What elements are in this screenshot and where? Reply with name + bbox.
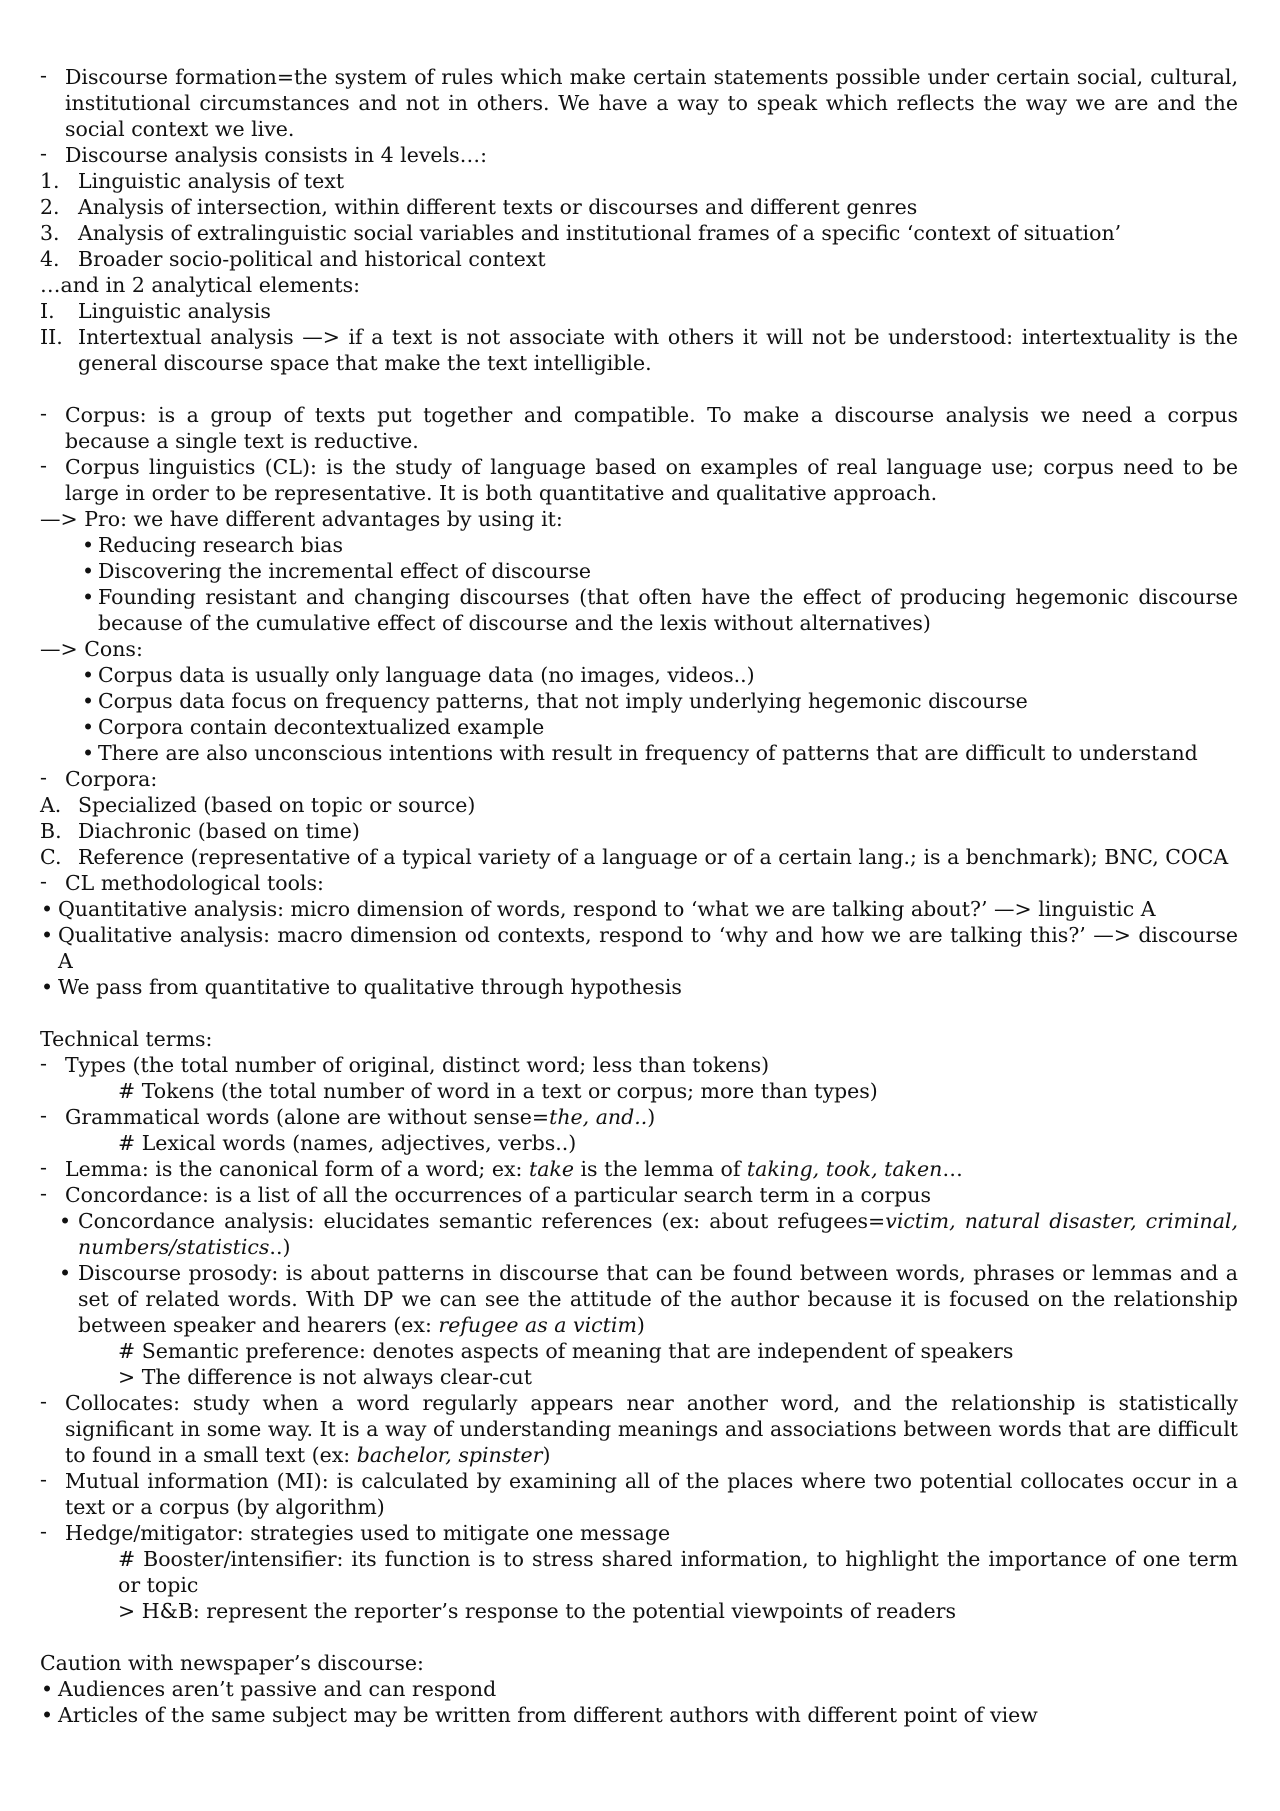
hb-item: > H&B: represent the reporter’s response to the potential viewpoints of readers (118, 1599, 956, 1623)
concordance-analysis-item: • Concordance analysis: elucidates semantic references (ex: about refugees=victim, natural disaster, criminal, numbers/statistics..) (40, 1208, 1238, 1260)
technical-heading: Technical terms: (40, 1027, 213, 1051)
difference-item: > The difference is not always clear-cut (118, 1365, 532, 1389)
list-marker: 2. (40, 195, 60, 219)
corpora-heading: - Corpora: (40, 766, 1238, 792)
element-item: II. Intertextual analysis —> if a text is not associate with others it will not be understood: intertextuality is the general discourse space that make the text intelligible. (40, 325, 1238, 375)
list-marker: 3. (40, 221, 60, 245)
corpora-item: A. Specialized (based on topic or source) (40, 793, 476, 817)
discourse-analysis-item: - Discourse analysis consists in 4 levels…: (40, 142, 1238, 168)
element-item: I. Linguistic analysis (40, 299, 271, 323)
con-item: • There are also unconscious intentions with result in frequency of patterns that are difficult to understand (40, 740, 1238, 766)
level-item: 2. Analysis of intersection, within different texts or discourses and different genres (40, 195, 918, 219)
pro-item: • Founding resistant and changing discourses (that often have the effect of producing hegemonic discourse because of the cumulative effect of discourse and the lexis without alternatives) (40, 584, 1238, 636)
mutual-information-item: - Mutual information (MI): is calculated by examining all of the places where two potential collocates occur in a text or a corpus (by algorithm) (40, 1468, 1238, 1520)
pro-item: • Discovering the incremental effect of discourse (40, 558, 1238, 584)
list-marker: C. (40, 845, 62, 869)
level-item: 4. Broader socio-political and historical context (40, 247, 546, 271)
booster-item: # Booster/intensifier: its function is to stress shared information, to highlight the importance of one term or topic (118, 1547, 1238, 1597)
grammatical-words-item: - Grammatical words (alone are without sense=the, and..) (40, 1104, 1238, 1130)
lexical-words-item: # Lexical words (names, adjectives, verbs..) (118, 1131, 577, 1155)
con-item: • Corpus data is usually only language data (no images, videos..) (40, 662, 1238, 688)
semantic-preference-item: # Semantic preference: denotes aspects of meaning that are independent of speakers (118, 1339, 1014, 1363)
spacer (40, 1624, 1238, 1650)
caution-item: • Audiences aren’t passive and can respond (40, 1676, 1238, 1702)
corpus-linguistics-definition: - Corpus linguistics (CL): is the study of language based on examples of real language use; corpus need to be large in order to be representative. It is both quantitative and qualitative approach. (40, 454, 1238, 506)
list-marker: II. (40, 325, 63, 349)
hedge-item: - Hedge/mitigator: strategies used to mitigate one message (40, 1520, 1238, 1546)
pro-heading: —> Pro: we have different advantages by using it: (40, 507, 563, 531)
collocates-item: - Collocates: study when a word regularly appears near another word, and the relationship is statistically significant in some way. It is a way of understanding meanings and associations between words that are difficult to found in a small text (ex: bachelor, spinster) (40, 1390, 1238, 1468)
caution-item: • Articles of the same subject may be written from different authors with different point of view (40, 1702, 1238, 1728)
list-marker: 4. (40, 247, 60, 271)
list-marker: B. (40, 819, 62, 843)
list-marker: I. (40, 299, 55, 323)
lemma-item: - Lemma: is the canonical form of a word; ex: take is the lemma of taking, took, taken… (40, 1156, 1238, 1182)
list-marker: 1. (40, 169, 60, 193)
corpora-item: B. Diachronic (based on time) (40, 819, 360, 843)
con-item: • Corpora contain decontextualized example (40, 714, 1238, 740)
level-item: 1. Linguistic analysis of text (40, 169, 345, 193)
spacer (40, 1000, 1238, 1026)
tokens-item: # Tokens (the total number of word in a text or corpus; more than types) (118, 1079, 878, 1103)
types-item: - Types (the total number of original, distinct word; less than tokens) (40, 1052, 1238, 1078)
pro-item: • Reducing research bias (40, 532, 1238, 558)
con-item: • Corpus data focus on frequency patterns, that not imply underlying hegemonic discourse (40, 688, 1238, 714)
corpora-item: C. Reference (representative of a typical variety of a language or of a certain lang.; is a benchmark); BNC, COCA (40, 845, 1229, 869)
discourse-formation-item: - Discourse formation=the system of rules which make certain statements possible under certain social, cultural, institutional circumstances and not in others. We have a way to speak which reflects the way we are and the social context we live. (40, 64, 1238, 142)
tool-item: • We pass from quantitative to qualitative through hypothesis (40, 974, 1238, 1000)
cons-heading: —> Cons: (40, 637, 143, 661)
concordance-item: - Concordance: is a list of all the occurrences of a particular search term in a corpus (40, 1182, 1238, 1208)
list-marker: A. (40, 793, 62, 817)
tool-item: • Qualitative analysis: macro dimension od contexts, respond to ‘why and how we are talking this?’ —> discourse A (40, 922, 1238, 974)
corpus-definition: - Corpus: is a group of texts put together and compatible. To make a discourse analysis we need a corpus because a single text is reductive. (40, 402, 1238, 454)
elements-intro: …and in 2 analytical elements: (40, 273, 361, 297)
caution-heading: Caution with newspaper’s discourse: (40, 1651, 424, 1675)
tool-item: • Quantitative analysis: micro dimension of words, respond to ‘what we are talking about?’ —> linguistic A (40, 896, 1238, 922)
discourse-prosody-item: • Discourse prosody: is about patterns in discourse that can be found between words, phrases or lemmas and a set of related words. With DP we can see the attitude of the author because it is focused on the relationship between speaker and hearers (ex: refugee as a victim) (40, 1260, 1238, 1338)
tools-heading: - CL methodological tools: (40, 870, 1238, 896)
level-item: 3. Analysis of extralinguistic social variables and institutional frames of a specific ‘context of situation’ (40, 221, 1122, 245)
spacer (40, 376, 1238, 402)
